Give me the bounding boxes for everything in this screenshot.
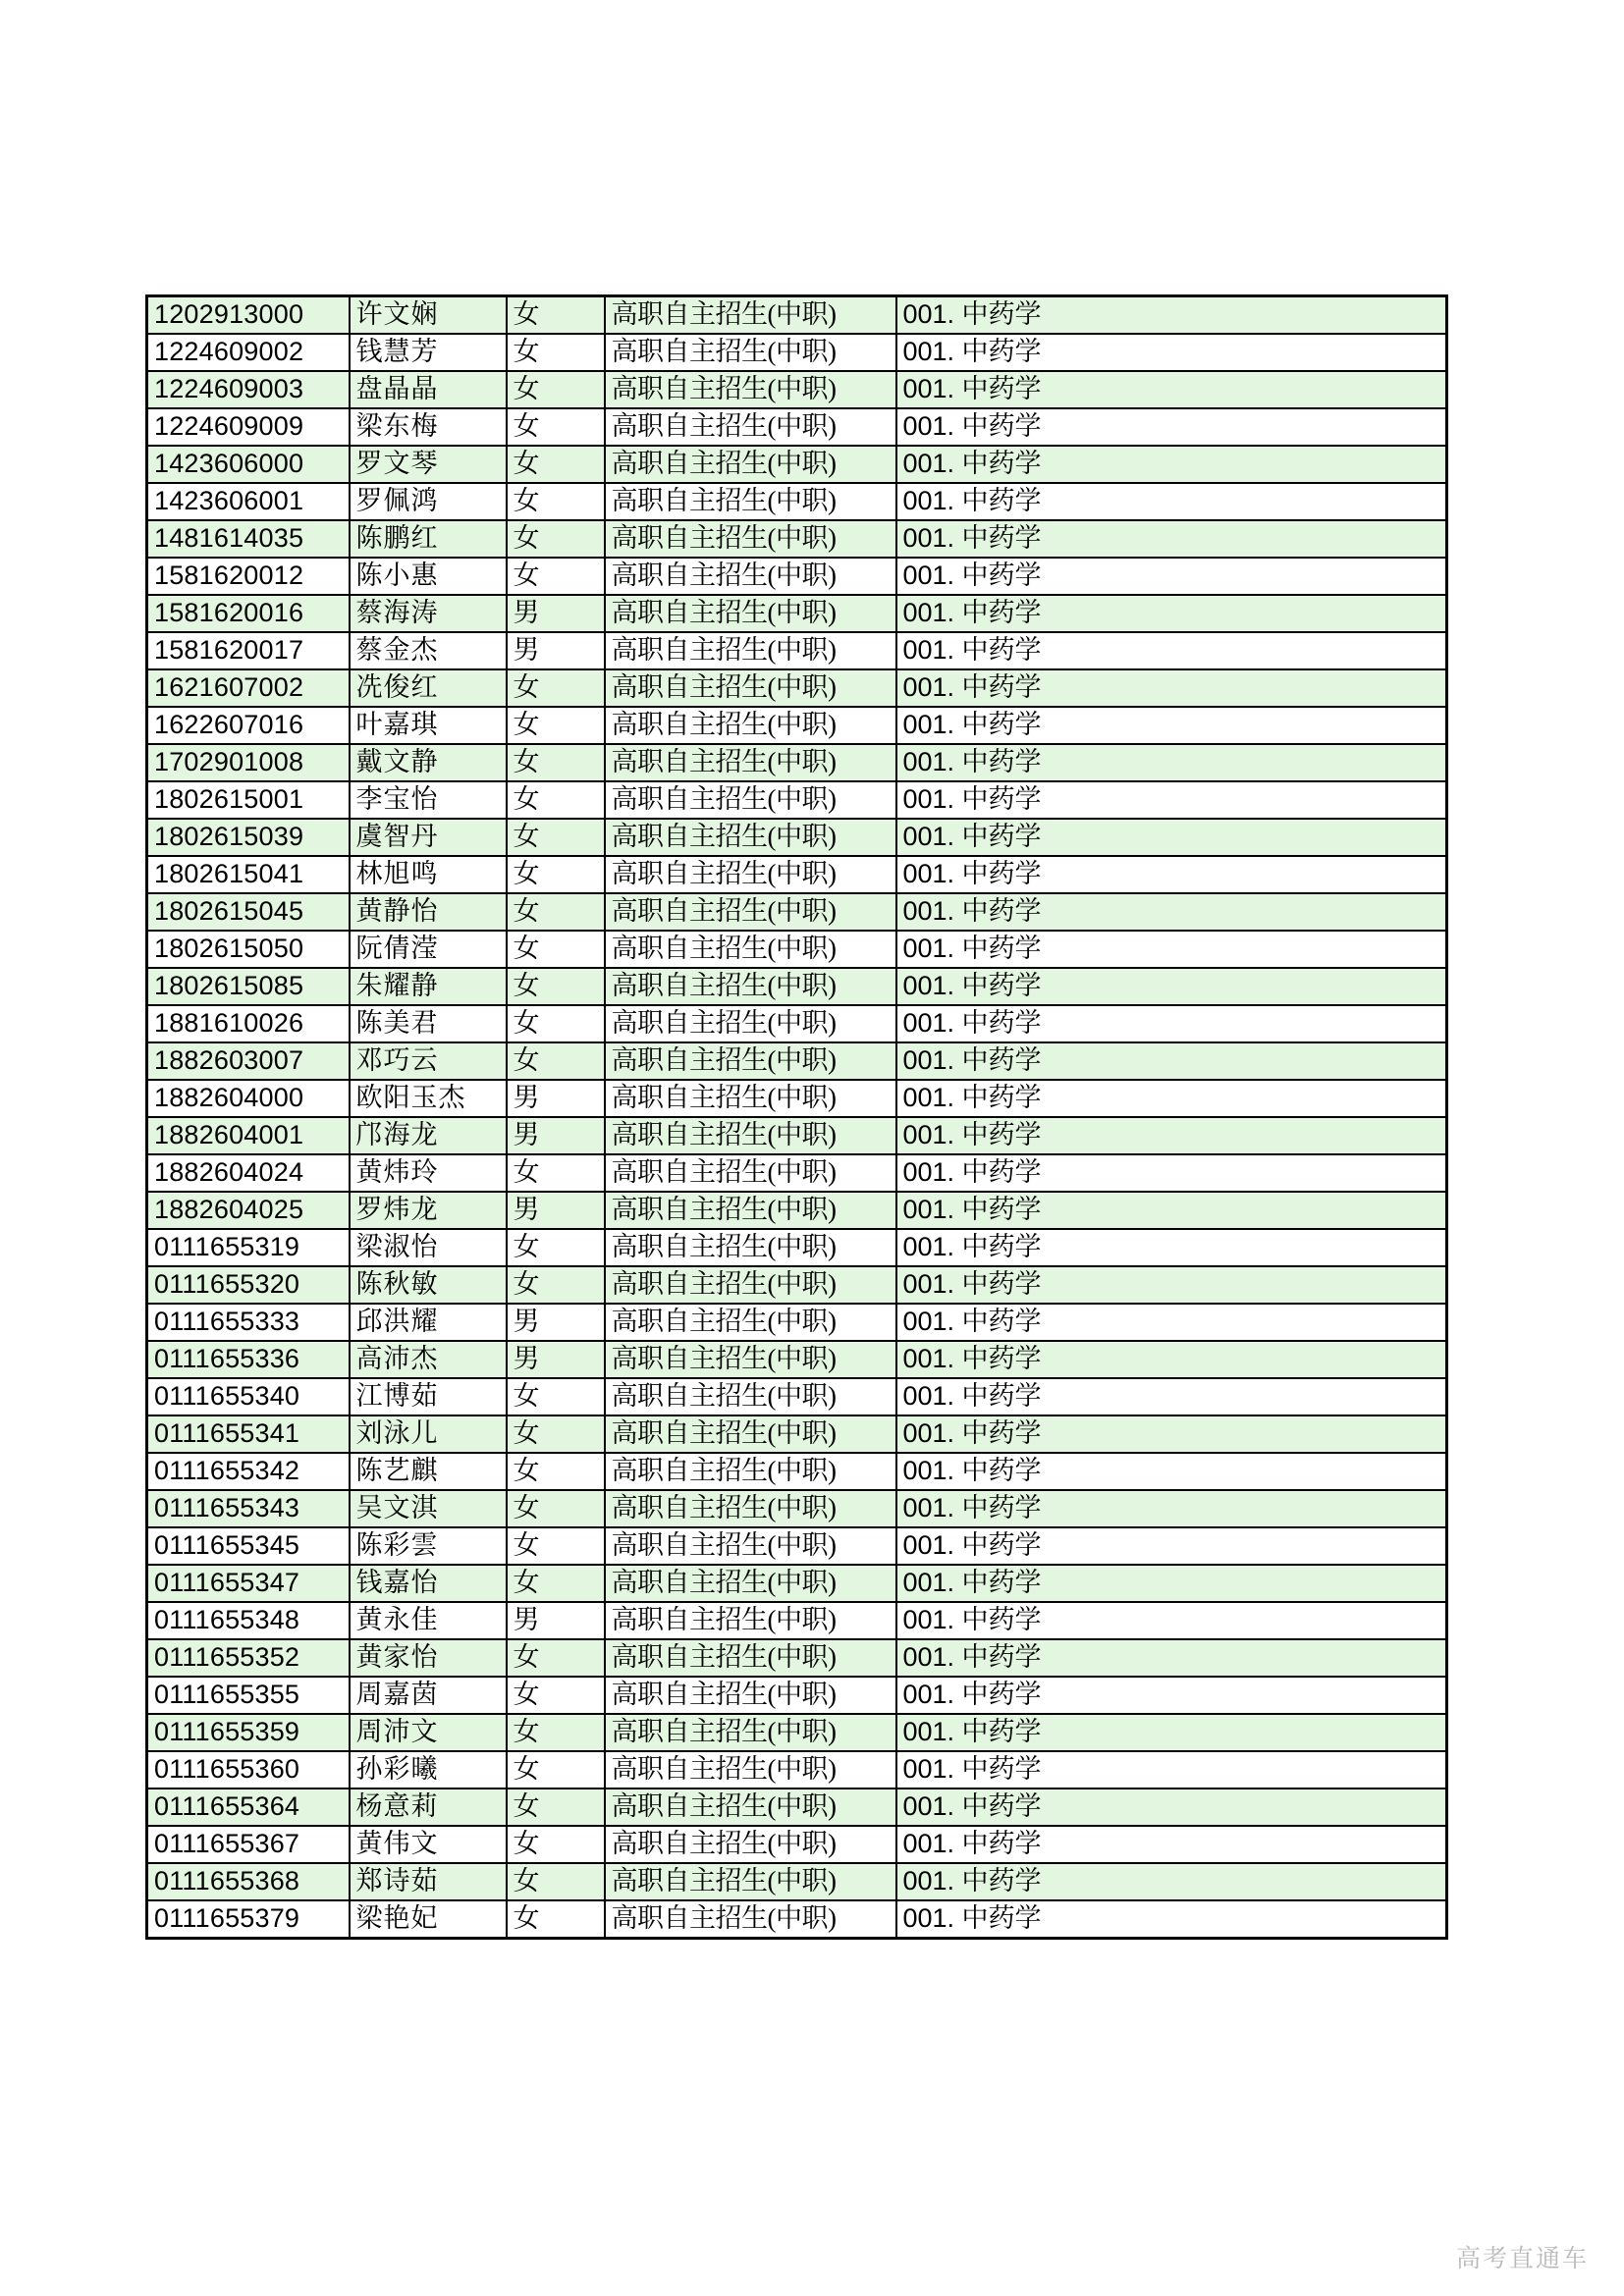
cell-exam-id: 1622607016 bbox=[147, 707, 350, 744]
table-row bbox=[147, 744, 1447, 781]
cell-admission-type: 高职自主招生(中职) bbox=[605, 632, 896, 669]
cell-admission-type: 高职自主招生(中职) bbox=[605, 968, 896, 1005]
cell-admission-type: 高职自主招生(中职) bbox=[605, 483, 896, 520]
cell-student-name: 黄炜玲 bbox=[350, 1154, 507, 1192]
cell-exam-id: 1423606001 bbox=[147, 483, 350, 520]
roster-table-body bbox=[147, 296, 1447, 1939]
cell-student-name: 朱耀静 bbox=[350, 968, 507, 1005]
cell-exam-id: 0111655359 bbox=[147, 1714, 350, 1751]
cell-student-name: 杨意莉 bbox=[350, 1789, 507, 1826]
cell-admission-type: 高职自主招生(中职) bbox=[605, 1117, 896, 1154]
cell-student-name: 虞智丹 bbox=[350, 819, 507, 856]
cell-gender: 男 bbox=[507, 1304, 605, 1341]
cell-student-name: 黄静怡 bbox=[350, 893, 507, 931]
table-row bbox=[147, 893, 1447, 931]
cell-admission-type: 高职自主招生(中职) bbox=[605, 296, 896, 335]
cell-exam-id: 1224609003 bbox=[147, 371, 350, 408]
cell-major: 001. 中药学 bbox=[896, 1490, 1447, 1527]
cell-major: 001. 中药学 bbox=[896, 669, 1447, 707]
cell-admission-type: 高职自主招生(中职) bbox=[605, 1266, 896, 1304]
cell-gender: 女 bbox=[507, 893, 605, 931]
cell-student-name: 钱慧芳 bbox=[350, 334, 507, 371]
cell-gender: 女 bbox=[507, 1229, 605, 1266]
cell-admission-type: 高职自主招生(中职) bbox=[605, 1341, 896, 1378]
cell-student-name: 陈美君 bbox=[350, 1005, 507, 1042]
cell-student-name: 蔡海涛 bbox=[350, 595, 507, 632]
cell-admission-type: 高职自主招生(中职) bbox=[605, 446, 896, 483]
cell-admission-type: 高职自主招生(中职) bbox=[605, 1677, 896, 1714]
cell-gender: 男 bbox=[507, 1117, 605, 1154]
cell-admission-type: 高职自主招生(中职) bbox=[605, 334, 896, 371]
cell-admission-type: 高职自主招生(中职) bbox=[605, 1751, 896, 1789]
cell-student-name: 罗文琴 bbox=[350, 446, 507, 483]
cell-major: 001. 中药学 bbox=[896, 1042, 1447, 1080]
cell-gender: 女 bbox=[507, 334, 605, 371]
cell-major: 001. 中药学 bbox=[896, 744, 1447, 781]
cell-gender: 女 bbox=[507, 1789, 605, 1826]
cell-gender: 女 bbox=[507, 1042, 605, 1080]
cell-student-name: 陈彩雲 bbox=[350, 1527, 507, 1565]
cell-exam-id: 0111655379 bbox=[147, 1900, 350, 1939]
cell-admission-type: 高职自主招生(中职) bbox=[605, 408, 896, 446]
cell-exam-id: 0111655333 bbox=[147, 1304, 350, 1341]
cell-gender: 女 bbox=[507, 856, 605, 893]
cell-student-name: 邝海龙 bbox=[350, 1117, 507, 1154]
cell-student-name: 黄永佳 bbox=[350, 1602, 507, 1639]
table-row bbox=[147, 1677, 1447, 1714]
cell-gender: 女 bbox=[507, 1005, 605, 1042]
table-row bbox=[147, 1229, 1447, 1266]
cell-gender: 女 bbox=[507, 1527, 605, 1565]
table-row bbox=[147, 1154, 1447, 1192]
table-row bbox=[147, 1415, 1447, 1453]
cell-exam-id: 1882604000 bbox=[147, 1080, 350, 1117]
cell-gender: 女 bbox=[507, 558, 605, 595]
table-row bbox=[147, 1602, 1447, 1639]
cell-admission-type: 高职自主招生(中职) bbox=[605, 819, 896, 856]
table-row bbox=[147, 1378, 1447, 1415]
cell-admission-type: 高职自主招生(中职) bbox=[605, 1378, 896, 1415]
cell-gender: 女 bbox=[507, 1453, 605, 1490]
cell-exam-id: 0111655345 bbox=[147, 1527, 350, 1565]
cell-exam-id: 0111655341 bbox=[147, 1415, 350, 1453]
cell-student-name: 罗炜龙 bbox=[350, 1192, 507, 1229]
cell-gender: 女 bbox=[507, 1415, 605, 1453]
cell-admission-type: 高职自主招生(中职) bbox=[605, 520, 896, 558]
table-row bbox=[147, 1117, 1447, 1154]
cell-admission-type: 高职自主招生(中职) bbox=[605, 1005, 896, 1042]
cell-student-name: 黄伟文 bbox=[350, 1826, 507, 1863]
cell-major: 001. 中药学 bbox=[896, 1527, 1447, 1565]
cell-major: 001. 中药学 bbox=[896, 1266, 1447, 1304]
cell-major: 001. 中药学 bbox=[896, 334, 1447, 371]
table-row bbox=[147, 707, 1447, 744]
cell-major: 001. 中药学 bbox=[896, 968, 1447, 1005]
table-row bbox=[147, 296, 1447, 335]
cell-exam-id: 0111655340 bbox=[147, 1378, 350, 1415]
cell-major: 001. 中药学 bbox=[896, 893, 1447, 931]
cell-exam-id: 0111655367 bbox=[147, 1826, 350, 1863]
cell-student-name: 冼俊红 bbox=[350, 669, 507, 707]
cell-gender: 女 bbox=[507, 296, 605, 335]
cell-admission-type: 高职自主招生(中职) bbox=[605, 744, 896, 781]
table-row bbox=[147, 1565, 1447, 1602]
cell-gender: 男 bbox=[507, 1341, 605, 1378]
cell-admission-type: 高职自主招生(中职) bbox=[605, 1304, 896, 1341]
cell-major: 001. 中药学 bbox=[896, 558, 1447, 595]
cell-gender: 女 bbox=[507, 707, 605, 744]
cell-student-name: 梁东梅 bbox=[350, 408, 507, 446]
watermark-text: 高考直通车 bbox=[1455, 2245, 1589, 2272]
cell-student-name: 蔡金杰 bbox=[350, 632, 507, 669]
cell-student-name: 邓巧云 bbox=[350, 1042, 507, 1080]
table-row bbox=[147, 595, 1447, 632]
cell-admission-type: 高职自主招生(中职) bbox=[605, 1080, 896, 1117]
table-row bbox=[147, 1714, 1447, 1751]
cell-gender: 女 bbox=[507, 1154, 605, 1192]
cell-exam-id: 1882604024 bbox=[147, 1154, 350, 1192]
cell-major: 001. 中药学 bbox=[896, 1005, 1447, 1042]
cell-admission-type: 高职自主招生(中职) bbox=[605, 1789, 896, 1826]
cell-admission-type: 高职自主招生(中职) bbox=[605, 669, 896, 707]
cell-student-name: 江博茹 bbox=[350, 1378, 507, 1415]
cell-exam-id: 1802615001 bbox=[147, 781, 350, 819]
cell-admission-type: 高职自主招生(中职) bbox=[605, 558, 896, 595]
cell-major: 001. 中药学 bbox=[896, 408, 1447, 446]
cell-gender: 女 bbox=[507, 446, 605, 483]
cell-exam-id: 1621607002 bbox=[147, 669, 350, 707]
cell-exam-id: 1224609009 bbox=[147, 408, 350, 446]
cell-major: 001. 中药学 bbox=[896, 446, 1447, 483]
cell-gender: 女 bbox=[507, 781, 605, 819]
cell-major: 001. 中药学 bbox=[896, 1789, 1447, 1826]
cell-student-name: 梁淑怡 bbox=[350, 1229, 507, 1266]
cell-exam-id: 1802615050 bbox=[147, 931, 350, 968]
cell-student-name: 黄家怡 bbox=[350, 1639, 507, 1677]
cell-gender: 男 bbox=[507, 595, 605, 632]
cell-student-name: 陈艺麒 bbox=[350, 1453, 507, 1490]
cell-admission-type: 高职自主招生(中职) bbox=[605, 1863, 896, 1900]
table-row bbox=[147, 1266, 1447, 1304]
cell-admission-type: 高职自主招生(中职) bbox=[605, 1826, 896, 1863]
cell-student-name: 叶嘉琪 bbox=[350, 707, 507, 744]
cell-major: 001. 中药学 bbox=[896, 1117, 1447, 1154]
table-row bbox=[147, 1042, 1447, 1080]
cell-major: 001. 中药学 bbox=[896, 1826, 1447, 1863]
cell-student-name: 罗佩鸿 bbox=[350, 483, 507, 520]
cell-student-name: 陈鹏红 bbox=[350, 520, 507, 558]
table-row bbox=[147, 1192, 1447, 1229]
cell-gender: 女 bbox=[507, 1751, 605, 1789]
cell-gender: 女 bbox=[507, 1490, 605, 1527]
cell-exam-id: 1802615039 bbox=[147, 819, 350, 856]
cell-major: 001. 中药学 bbox=[896, 1304, 1447, 1341]
table-row bbox=[147, 1863, 1447, 1900]
cell-exam-id: 1881610026 bbox=[147, 1005, 350, 1042]
cell-student-name: 阮倩滢 bbox=[350, 931, 507, 968]
cell-gender: 女 bbox=[507, 931, 605, 968]
cell-major: 001. 中药学 bbox=[896, 1602, 1447, 1639]
cell-exam-id: 1802615085 bbox=[147, 968, 350, 1005]
cell-gender: 女 bbox=[507, 1266, 605, 1304]
cell-exam-id: 1882603007 bbox=[147, 1042, 350, 1080]
cell-major: 001. 中药学 bbox=[896, 1378, 1447, 1415]
cell-major: 001. 中药学 bbox=[896, 781, 1447, 819]
table-row bbox=[147, 931, 1447, 968]
cell-major: 001. 中药学 bbox=[896, 856, 1447, 893]
cell-student-name: 周嘉茵 bbox=[350, 1677, 507, 1714]
cell-major: 001. 中药学 bbox=[896, 1677, 1447, 1714]
cell-major: 001. 中药学 bbox=[896, 1863, 1447, 1900]
cell-exam-id: 1882604025 bbox=[147, 1192, 350, 1229]
cell-admission-type: 高职自主招生(中职) bbox=[605, 893, 896, 931]
cell-student-name: 戴文静 bbox=[350, 744, 507, 781]
table-row bbox=[147, 483, 1447, 520]
cell-exam-id: 0111655352 bbox=[147, 1639, 350, 1677]
cell-major: 001. 中药学 bbox=[896, 1154, 1447, 1192]
table-row bbox=[147, 371, 1447, 408]
cell-admission-type: 高职自主招生(中职) bbox=[605, 1154, 896, 1192]
cell-exam-id: 0111655348 bbox=[147, 1602, 350, 1639]
cell-gender: 男 bbox=[507, 1602, 605, 1639]
cell-major: 001. 中药学 bbox=[896, 1341, 1447, 1378]
cell-student-name: 高沛杰 bbox=[350, 1341, 507, 1378]
cell-gender: 男 bbox=[507, 632, 605, 669]
cell-exam-id: 0111655319 bbox=[147, 1229, 350, 1266]
cell-major: 001. 中药学 bbox=[896, 1080, 1447, 1117]
table-row bbox=[147, 1826, 1447, 1863]
cell-exam-id: 0111655364 bbox=[147, 1789, 350, 1826]
cell-student-name: 李宝怡 bbox=[350, 781, 507, 819]
cell-gender: 女 bbox=[507, 520, 605, 558]
table-row bbox=[147, 1490, 1447, 1527]
cell-gender: 女 bbox=[507, 744, 605, 781]
cell-exam-id: 1581620016 bbox=[147, 595, 350, 632]
cell-admission-type: 高职自主招生(中职) bbox=[605, 1900, 896, 1939]
cell-admission-type: 高职自主招生(中职) bbox=[605, 371, 896, 408]
cell-exam-id: 0111655355 bbox=[147, 1677, 350, 1714]
table-row bbox=[147, 632, 1447, 669]
cell-student-name: 钱嘉怡 bbox=[350, 1565, 507, 1602]
cell-major: 001. 中药学 bbox=[896, 371, 1447, 408]
cell-major: 001. 中药学 bbox=[896, 1714, 1447, 1751]
cell-admission-type: 高职自主招生(中职) bbox=[605, 1565, 896, 1602]
cell-admission-type: 高职自主招生(中职) bbox=[605, 1192, 896, 1229]
table-row bbox=[147, 446, 1447, 483]
table-row bbox=[147, 669, 1447, 707]
cell-exam-id: 0111655347 bbox=[147, 1565, 350, 1602]
table-row bbox=[147, 1639, 1447, 1677]
cell-gender: 女 bbox=[507, 483, 605, 520]
cell-exam-id: 1581620017 bbox=[147, 632, 350, 669]
table-row bbox=[147, 558, 1447, 595]
cell-major: 001. 中药学 bbox=[896, 632, 1447, 669]
cell-gender: 女 bbox=[507, 408, 605, 446]
cell-gender: 女 bbox=[507, 1639, 605, 1677]
cell-student-name: 周沛文 bbox=[350, 1714, 507, 1751]
cell-major: 001. 中药学 bbox=[896, 483, 1447, 520]
table-row bbox=[147, 856, 1447, 893]
roster-table-container bbox=[145, 294, 1445, 1940]
cell-exam-id: 1702901008 bbox=[147, 744, 350, 781]
admission-roster-table bbox=[145, 294, 1448, 1940]
cell-gender: 女 bbox=[507, 1826, 605, 1863]
cell-gender: 女 bbox=[507, 1565, 605, 1602]
cell-gender: 女 bbox=[507, 1677, 605, 1714]
table-row bbox=[147, 408, 1447, 446]
table-row bbox=[147, 781, 1447, 819]
cell-major: 001. 中药学 bbox=[896, 520, 1447, 558]
cell-student-name: 盘晶晶 bbox=[350, 371, 507, 408]
table-row bbox=[147, 819, 1447, 856]
cell-student-name: 许文娴 bbox=[350, 296, 507, 335]
cell-student-name: 梁艳妃 bbox=[350, 1900, 507, 1939]
cell-student-name: 吴文淇 bbox=[350, 1490, 507, 1527]
table-row bbox=[147, 1789, 1447, 1826]
table-row bbox=[147, 1751, 1447, 1789]
cell-admission-type: 高职自主招生(中职) bbox=[605, 931, 896, 968]
cell-major: 001. 中药学 bbox=[896, 1453, 1447, 1490]
cell-admission-type: 高职自主招生(中职) bbox=[605, 1415, 896, 1453]
cell-gender: 女 bbox=[507, 371, 605, 408]
cell-admission-type: 高职自主招生(中职) bbox=[605, 1042, 896, 1080]
cell-admission-type: 高职自主招生(中职) bbox=[605, 1490, 896, 1527]
cell-major: 001. 中药学 bbox=[896, 595, 1447, 632]
cell-student-name: 郑诗茹 bbox=[350, 1863, 507, 1900]
cell-admission-type: 高职自主招生(中职) bbox=[605, 1229, 896, 1266]
cell-gender: 女 bbox=[507, 819, 605, 856]
cell-admission-type: 高职自主招生(中职) bbox=[605, 1639, 896, 1677]
cell-major: 001. 中药学 bbox=[896, 819, 1447, 856]
cell-student-name: 刘泳儿 bbox=[350, 1415, 507, 1453]
cell-gender: 女 bbox=[507, 669, 605, 707]
cell-exam-id: 0111655320 bbox=[147, 1266, 350, 1304]
table-row bbox=[147, 334, 1447, 371]
table-row bbox=[147, 968, 1447, 1005]
cell-student-name: 欧阳玉杰 bbox=[350, 1080, 507, 1117]
cell-admission-type: 高职自主招生(中职) bbox=[605, 1453, 896, 1490]
cell-major: 001. 中药学 bbox=[896, 1415, 1447, 1453]
cell-major: 001. 中药学 bbox=[896, 1900, 1447, 1939]
cell-gender: 女 bbox=[507, 1714, 605, 1751]
cell-student-name: 邱洪耀 bbox=[350, 1304, 507, 1341]
cell-exam-id: 1802615045 bbox=[147, 893, 350, 931]
cell-exam-id: 0111655342 bbox=[147, 1453, 350, 1490]
cell-major: 001. 中药学 bbox=[896, 296, 1447, 335]
cell-major: 001. 中药学 bbox=[896, 1229, 1447, 1266]
table-row bbox=[147, 1304, 1447, 1341]
cell-exam-id: 1224609002 bbox=[147, 334, 350, 371]
cell-major: 001. 中药学 bbox=[896, 1192, 1447, 1229]
cell-admission-type: 高职自主招生(中职) bbox=[605, 707, 896, 744]
cell-admission-type: 高职自主招生(中职) bbox=[605, 1602, 896, 1639]
table-row bbox=[147, 1341, 1447, 1378]
cell-gender: 女 bbox=[507, 1900, 605, 1939]
cell-admission-type: 高职自主招生(中职) bbox=[605, 781, 896, 819]
cell-admission-type: 高职自主招生(中职) bbox=[605, 856, 896, 893]
cell-exam-id: 0111655368 bbox=[147, 1863, 350, 1900]
cell-major: 001. 中药学 bbox=[896, 931, 1447, 968]
cell-exam-id: 1481614035 bbox=[147, 520, 350, 558]
cell-gender: 男 bbox=[507, 1192, 605, 1229]
cell-major: 001. 中药学 bbox=[896, 1639, 1447, 1677]
cell-major: 001. 中药学 bbox=[896, 707, 1447, 744]
cell-gender: 女 bbox=[507, 968, 605, 1005]
cell-major: 001. 中药学 bbox=[896, 1565, 1447, 1602]
table-row bbox=[147, 1080, 1447, 1117]
table-row bbox=[147, 1900, 1447, 1939]
cell-gender: 女 bbox=[507, 1378, 605, 1415]
table-row bbox=[147, 520, 1447, 558]
cell-gender: 男 bbox=[507, 1080, 605, 1117]
cell-student-name: 陈小惠 bbox=[350, 558, 507, 595]
table-row bbox=[147, 1453, 1447, 1490]
cell-student-name: 陈秋敏 bbox=[350, 1266, 507, 1304]
table-row bbox=[147, 1005, 1447, 1042]
cell-exam-id: 0111655343 bbox=[147, 1490, 350, 1527]
table-row bbox=[147, 1527, 1447, 1565]
cell-exam-id: 0111655336 bbox=[147, 1341, 350, 1378]
cell-major: 001. 中药学 bbox=[896, 1751, 1447, 1789]
cell-exam-id: 1423606000 bbox=[147, 446, 350, 483]
cell-exam-id: 1882604001 bbox=[147, 1117, 350, 1154]
cell-gender: 女 bbox=[507, 1863, 605, 1900]
cell-student-name: 林旭鸣 bbox=[350, 856, 507, 893]
cell-exam-id: 1202913000 bbox=[147, 296, 350, 335]
cell-exam-id: 0111655360 bbox=[147, 1751, 350, 1789]
cell-student-name: 孙彩曦 bbox=[350, 1751, 507, 1789]
cell-exam-id: 1581620012 bbox=[147, 558, 350, 595]
cell-admission-type: 高职自主招生(中职) bbox=[605, 1714, 896, 1751]
cell-admission-type: 高职自主招生(中职) bbox=[605, 1527, 896, 1565]
cell-exam-id: 1802615041 bbox=[147, 856, 350, 893]
cell-admission-type: 高职自主招生(中职) bbox=[605, 595, 896, 632]
